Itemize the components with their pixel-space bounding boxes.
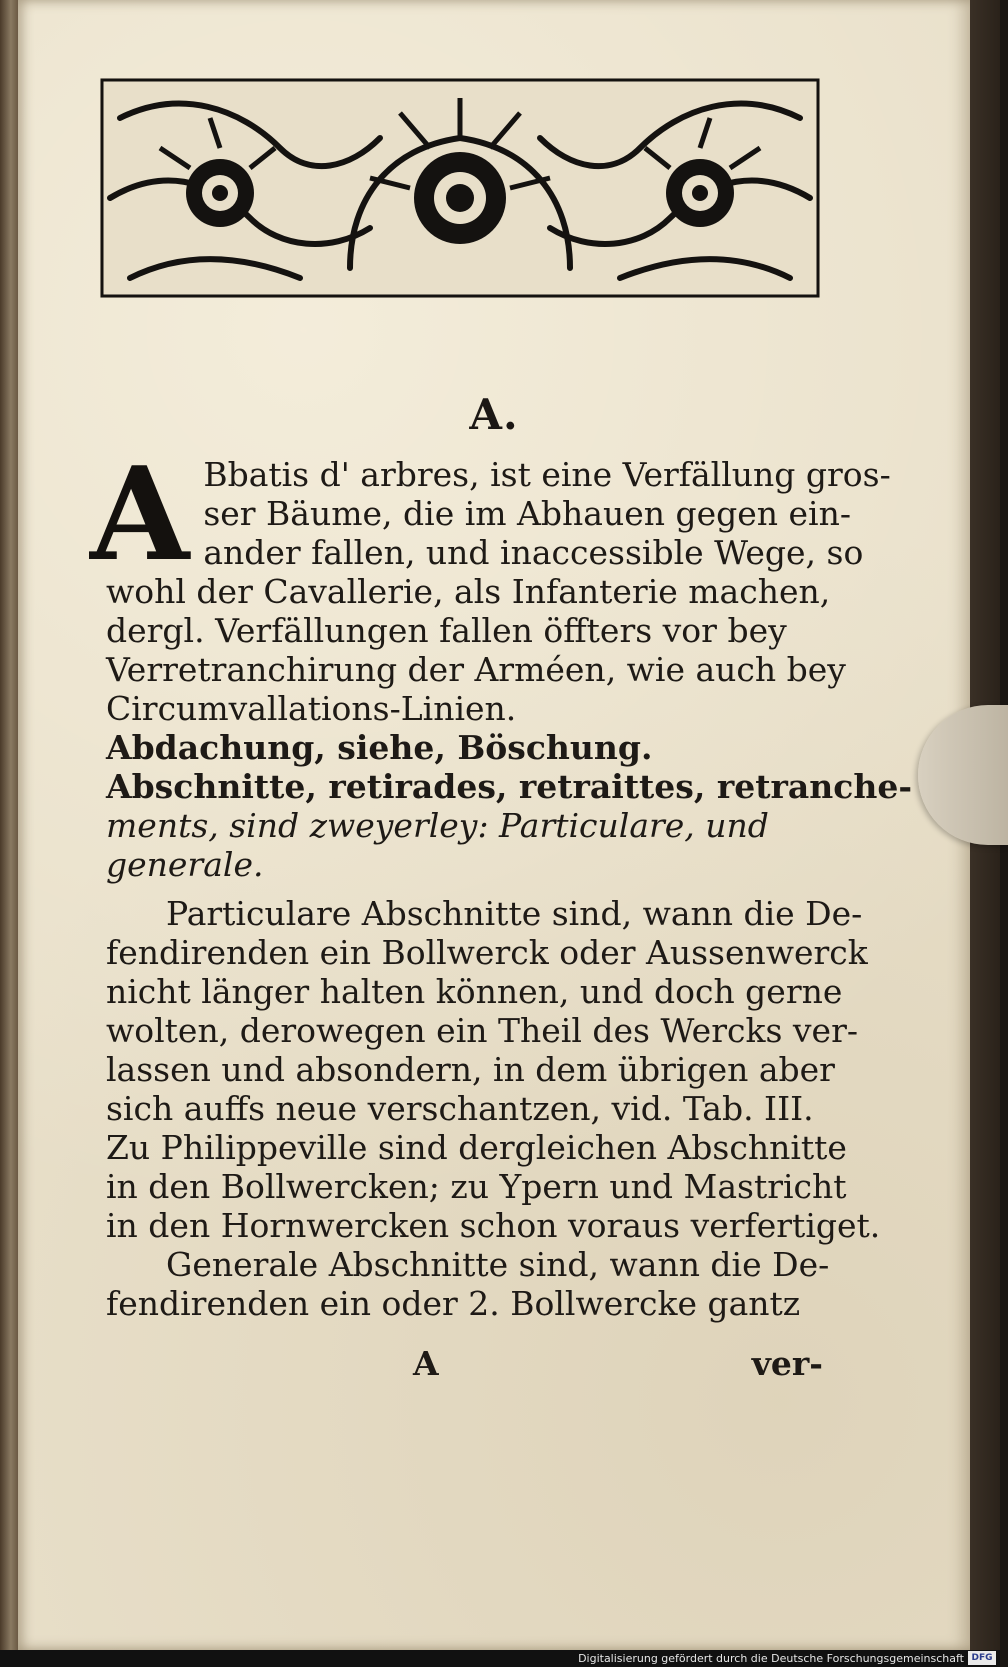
paragraph-particulare — [106, 894, 881, 1245]
text-line: ander fallen, und inaccessible Wege, so — [203, 533, 864, 572]
text-line: dergl. Verfällungen fallen öffters vor bey — [106, 611, 787, 650]
text-line: Abschnitte, retirades, retraittes, retranche- — [106, 767, 913, 806]
entry-abschnitte — [106, 767, 913, 884]
text-line: wolten, derowegen ein Theil des Wercks ver- — [106, 1011, 858, 1050]
catchword: ver- — [751, 1344, 823, 1383]
dfg-logo-icon: DFG — [968, 1651, 996, 1665]
text-line: Abdachung, siehe, Böschung. — [106, 728, 653, 767]
floral-ornament-headpiece — [100, 78, 820, 298]
text-line: fendirenden ein oder 2. Bollwercke gantz — [106, 1284, 801, 1323]
drop-cap: A — [90, 440, 190, 590]
text-line: Generale Abschnitte sind, wann die De- — [166, 1245, 830, 1284]
text-line: in den Hornwercken schon voraus verfertiget. — [106, 1206, 881, 1245]
text-line: Particulare Abschnitte sind, wann die De- — [166, 894, 863, 933]
dictionary-text — [90, 440, 913, 1323]
text-line: Circumvallations-Linien. — [106, 689, 517, 728]
digitization-credit: Digitalisierung gefördert durch die Deutsche Forschungsgemeinschaft — [578, 1652, 964, 1665]
book-page — [18, 0, 970, 1650]
text-line: ser Bäume, die im Abhauen gegen ein- — [203, 494, 852, 533]
text-line: Verretranchirung der Arméen, wie auch bey — [106, 650, 846, 689]
text-line: wohl der Cavallerie, als Infanterie machen, — [106, 572, 831, 611]
text-line: sich auffs neue verschantzen, vid. Tab. III. — [106, 1089, 814, 1128]
text-line: lassen und absondern, in dem übrigen aber — [106, 1050, 835, 1089]
signature-mark: A — [413, 1344, 439, 1383]
section-letter-heading: A. — [469, 390, 519, 439]
text-line: nicht länger halten können, und doch gerne — [106, 972, 843, 1011]
book-spine — [0, 0, 18, 1667]
text-line: fendirenden ein Bollwerck oder Aussenwerck — [106, 933, 868, 972]
paragraph-generale — [106, 1245, 830, 1323]
text-line: in den Bollwercken; zu Ypern und Mastricht — [106, 1167, 847, 1206]
entry-abdachung — [106, 728, 821, 767]
text-line: generale. — [106, 845, 264, 884]
text-line: Zu Philippeville sind dergleichen Abschnitte — [106, 1128, 847, 1167]
text-line: ments, sind zweyerley: Particulare, und — [106, 806, 769, 845]
page-footer — [123, 1344, 823, 1384]
entry-abbatis — [106, 455, 891, 728]
text-line: Bbatis d' arbres, ist eine Verfällung gros- — [203, 455, 891, 494]
